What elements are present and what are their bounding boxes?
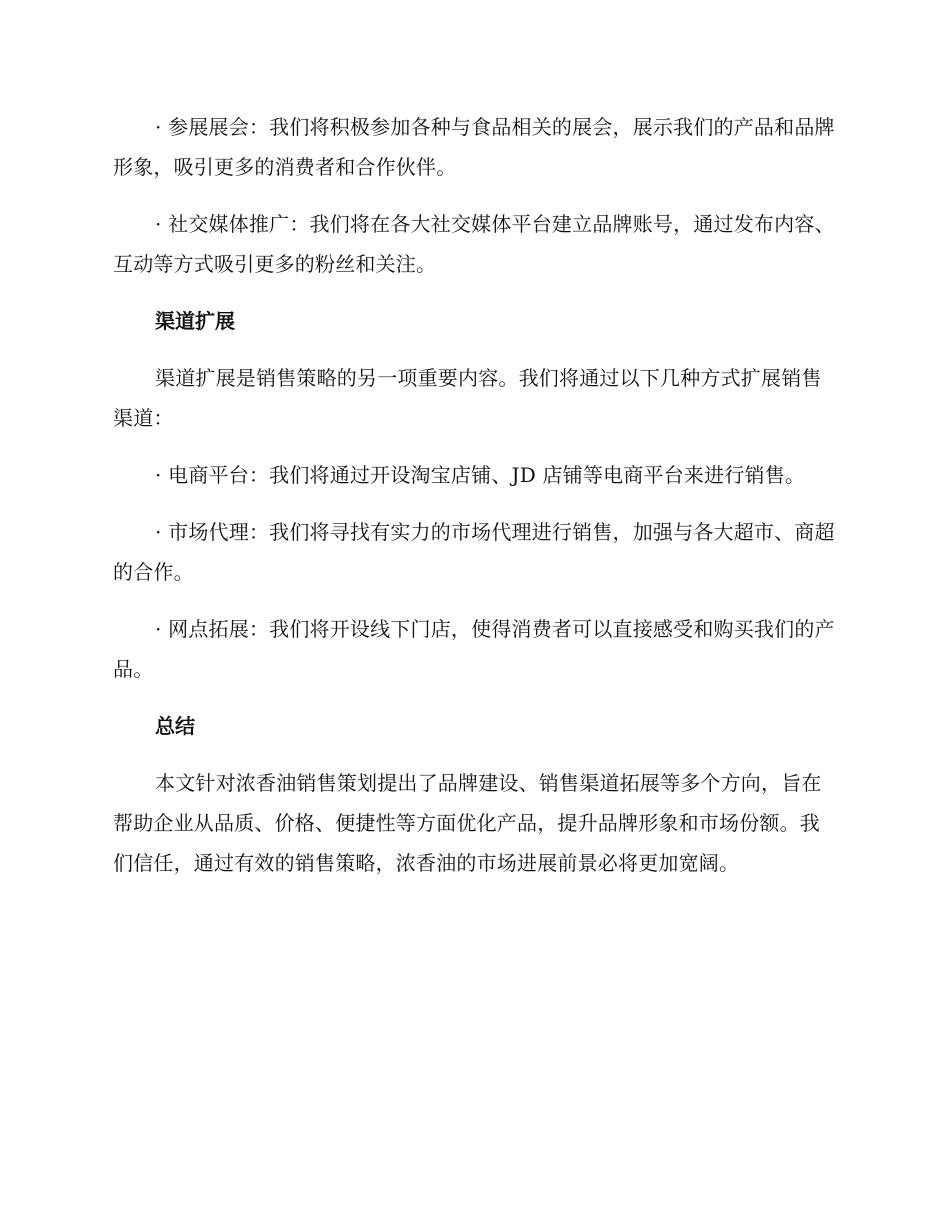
heading-channel-expansion: 渠道扩展: [155, 309, 235, 333]
bullet-market-agents: · 市场代理：我们将寻找有实力的市场代理进行销售，加强与各大超市、商超的合作。: [113, 520, 835, 584]
bullet-social-media: · 社交媒体推广：我们将在各大社交媒体平台建立品牌账号，通过发布内容、互动等方式吸引更多的粉丝和关注。: [113, 212, 835, 276]
bullet-outlets: · 网点拓展：我们将开设线下门店，使得消费者可以直接感受和购买我们的产品。: [113, 617, 835, 681]
channel-intro: 渠道扩展是销售策略的另一项重要内容。我们将通过以下几种方式扩展销售渠道：: [113, 366, 822, 430]
heading-summary: 总结: [155, 714, 195, 738]
bullet-ecommerce: · 电商平台：我们将通过开设淘宝店铺、JD 店铺等电商平台来进行销售。: [155, 463, 806, 487]
summary-text: 本文针对浓香油销售策划提出了品牌建设、销售渠道拓展等多个方向，旨在帮助企业从品质、价格、便捷性等方面优化产品，提升品牌形象和市场份额。我们信任，通过有效的销售策略，浓香油的市场进展前景必将更加宽阔。: [113, 771, 822, 875]
document-page: [113, 107, 835, 900]
bullet-exhibitions: · 参展展会：我们将积极参加各种与食品相关的展会，展示我们的产品和品牌形象，吸引更多的消费者和合作伙伴。: [113, 115, 835, 179]
